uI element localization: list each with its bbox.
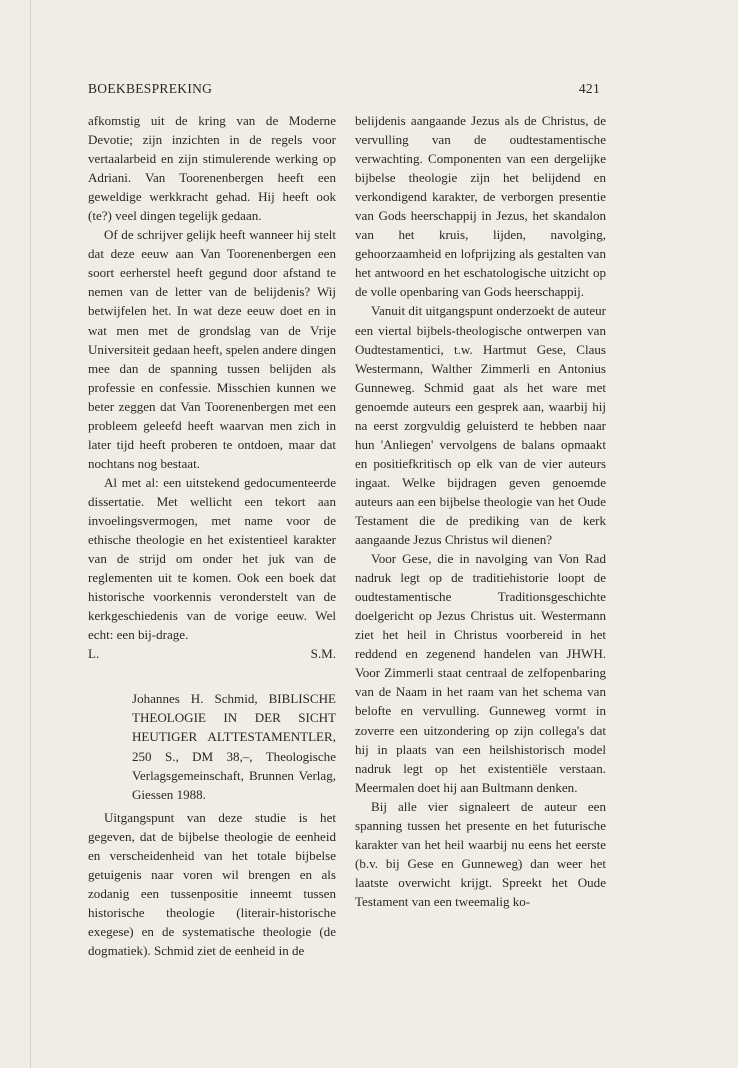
paragraph: Vanuit dit uitgangspunt onderzoekt de auteur een viertal bijbels-theologische ontwerpen van Oudtestamentici, t.w. Hartmut Gese, Claus Westermann, Walther Zimmerli en Antonius Gunneweg. Schmid gaat als het ware met genoemde auteurs een gesprek aan, waarbij hij na eerst zorgvuldig geluisterd te hebben naar hun 'Anliegen' vervolgens de balans opmaakt en positiefkritisch op elk van de vier auteurs ingaat. Welke bijdragen geven genoemde auteurs aan een bijbelse theologie van het Oude Testament die de prediking van de kerk aangaande Jezus Christus wil dienen? — [355, 303, 606, 548]
paragraph: afkomstig uit de kring van de Moderne Devotie; zijn inzichten in de regels voor vertaalarbeid en zijn stimulerende werking op Adriani. Van Toorenenbergen heeft een geweldige werkkracht gehad. Hij heeft ook (te?) veel dingen tegelijk gedaan. — [88, 113, 336, 224]
right-column — [355, 111, 606, 911]
signature-line — [88, 644, 336, 663]
signature-place: L. — [88, 646, 100, 662]
paragraph: Voor Gese, die in navolging van Von Rad nadruk legt op de traditiehistorie loopt de oudtestamentische Traditionsgeschichte doelgericht op Jezus Christus uit. Westermann ziet het heil in Christus voorbereid in het reddend en zegenend handelen van JHWH. Voor Zimmerli staat centraal de zelfopenbaring van de Naam in het raam van het schema van belofte en vervulling. Gunneweg vormt in zoverre een uitzondering op zijn collega's dat hij in plaats van een heilshistorisch model nadruk legt op het existentiële verstaan. Meermalen doet hij aan Bultmann denken. — [355, 551, 606, 795]
paragraph: Of de schrijver gelijk heeft wanneer hij stelt dat deze eeuw aan Van Toorenenbergen een soort eerherstel heeft gegund door afstand te nemen van de letter van de belijdenis? Wij betwijfelen het. In wat deze eeuw doet en in wat men met de grondslag van de Vrije Universiteit gedaan heeft, spelen andere dingen mee dan de spanning tussen belijden als professie en confessie. Misschien kunnen we beter zeggen dat Van Toorenenbergen met een probleem geleefd heeft waarvan men zich in later tijd heeft proberen te ontdoen, maar dat nochtans nog bestaat. — [88, 227, 336, 471]
page-number: 421 — [578, 81, 600, 96]
review-heading: Johannes H. Schmid, BIBLISCHE THEOLOGIE IN DER SICHT HEUTIGER ALTTESTAMENTLER, 250 S., DM 38,–, Theologische Verlagsgemeinschaft, Brunnen Verlag, Giessen 1988. — [132, 691, 336, 802]
scan-edge-line — [30, 0, 31, 1068]
left-column — [88, 111, 336, 960]
running-title: BOEKBESPREKING — [88, 81, 213, 96]
paragraph: Al met al: een uitstekend gedocumenteerde dissertatie. Met wellicht een tekort aan invoelingsvermogen, met name voor de ethische theologie en het existentieel karakter van de strijd om onder het juk van de reglementen uit te komen. Ook een boek dat historische voorkennis veronderstelt van de kerkgeschiedenis van de vorige eeuw. Wel echt: een bij-drage. — [88, 474, 336, 643]
paragraph: Uitgangspunt van deze studie is het gegeven, dat de bijbelse theologie de eenheid en verscheidenheid van het totale bijbelse getuigenis naar voren wil brengen en als zodanig een tussenpositie inneemt tussen historische theologie (literair-historische exegese) en de systematische theologie (de dogmatiek). Schmid ziet de eenheid in de — [88, 809, 336, 958]
paragraph: Bij alle vier signaleert de auteur een spanning tussen het presente en het futurische karakter van het heil waarbij nu eens het eerste (b.v. bij Gese en Gunneweg) dan weer het laatste overwicht krijgt. Spreekt het Oude Testament van een tweemalig ko- — [355, 798, 606, 909]
paragraph: belijdenis aangaande Jezus als de Christus, de vervulling van de oudtestamentische verwachting. Componenten van een dergelijke bijbelse theologie zijn het belijdend en verkondigend karakter, de verborgen presentie van Gods heerschappij in Jezus, het skandalon van het kruis, lijden, navolging, gehoorzaamheid en lofprijzing als gestalten van het antwoord en het eschatologische uitzicht op de volle openbaring van Gods heerschappij. — [355, 113, 606, 300]
signature-initials: S.M. — [310, 646, 336, 662]
